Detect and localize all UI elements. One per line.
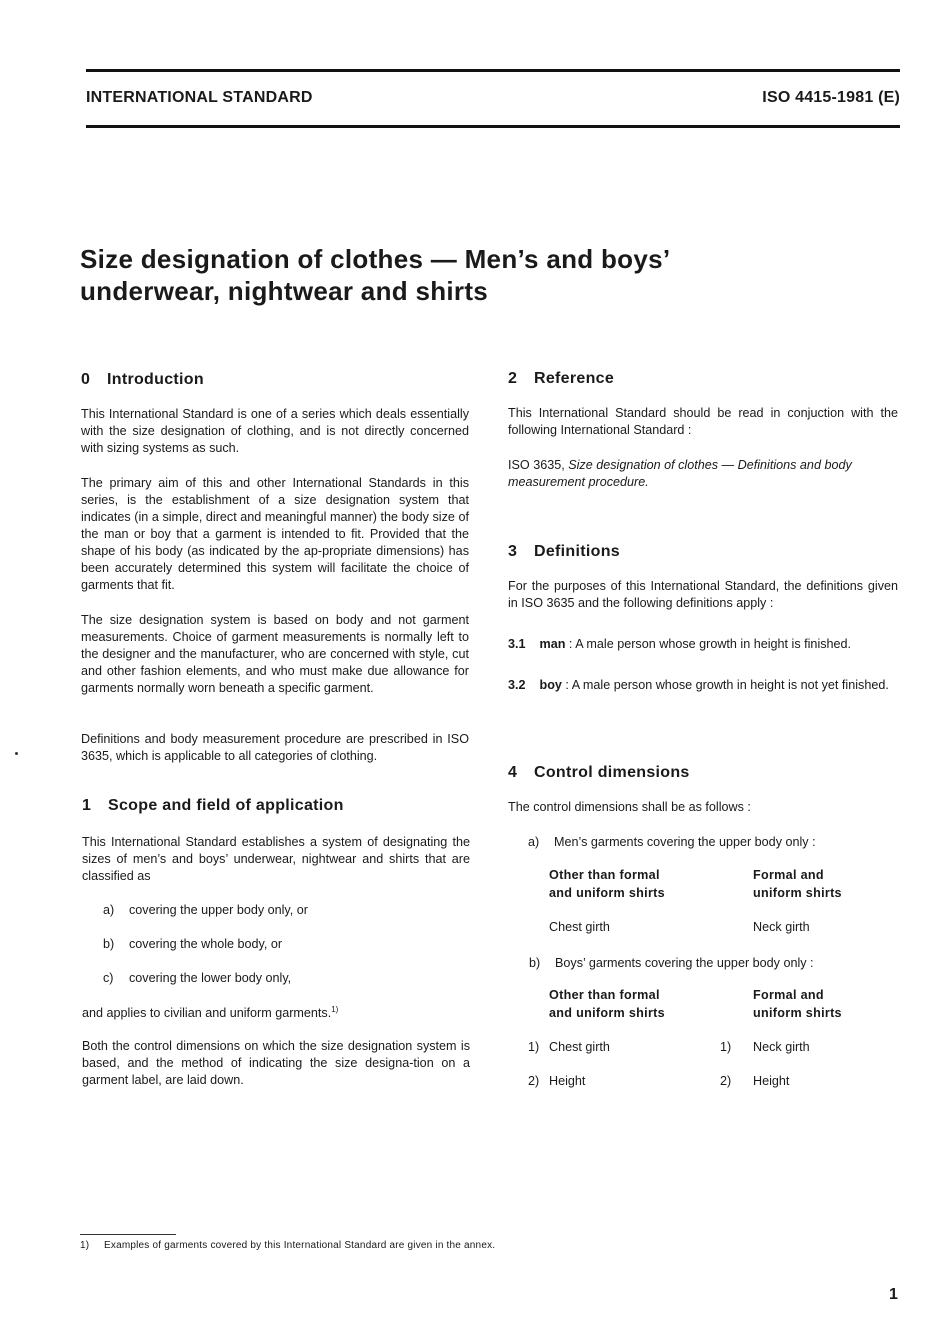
reference-code: ISO 3635, xyxy=(508,458,565,472)
scope-item-a-marker: a) xyxy=(103,903,115,917)
control-item-a-marker: a) xyxy=(528,835,540,849)
title-line-1: Size designation of clothes — Men’s and boys’ xyxy=(80,244,671,274)
control-item-a-text: Men’s garments covering the upper body only : xyxy=(554,835,816,849)
table-row-value: Neck girth xyxy=(753,1040,810,1054)
control-item-b-marker: b) xyxy=(529,956,541,970)
section-0-number: 0 xyxy=(81,371,91,388)
control-item-b xyxy=(529,955,814,972)
definition-3-2 xyxy=(508,677,898,694)
section-3-heading xyxy=(508,543,620,561)
table-row-marker: 1) xyxy=(528,1040,540,1054)
scope-item-a xyxy=(103,902,308,919)
section-1-heading xyxy=(82,797,344,815)
table-a-col2-header xyxy=(753,867,842,902)
footnote-marker: 1) xyxy=(80,1240,90,1251)
scope-item-b-text: covering the whole body, or xyxy=(129,937,283,951)
section-0-title: Introduction xyxy=(107,371,204,388)
table-row-value: Height xyxy=(549,1074,586,1088)
table-b-col1-header-line2: and uniform shirts xyxy=(549,1005,665,1020)
table-b-col2-header-line2: uniform shirts xyxy=(753,1005,842,1020)
definition-3-1 xyxy=(508,636,898,653)
footnote xyxy=(80,1240,495,1251)
header-bottom-rule xyxy=(86,125,900,128)
section-2-number: 2 xyxy=(508,370,518,387)
table-b-col2-header-line1: Formal and xyxy=(753,988,824,1002)
header-top-rule xyxy=(86,69,900,72)
scope-item-c xyxy=(103,970,291,987)
table-b-col1-header-line1: Other than formal xyxy=(549,988,660,1002)
definition-3-1-text: : A male person whose growth in height is finished. xyxy=(568,637,852,651)
definitions-paragraph: For the purposes of this International Standard, the definitions given in ISO 3635 and the following definitions apply : xyxy=(508,579,898,610)
section-4-heading xyxy=(508,764,690,782)
header-document-id: ISO 4415-1981 (E) xyxy=(762,89,900,106)
table-row-value: Height xyxy=(753,1074,790,1088)
definition-3-1-number: 3.1 xyxy=(508,637,526,651)
section-0-heading xyxy=(81,371,204,389)
intro-paragraph-3: The size designation system is based on body and not garment measurements. Choice of garment measurements is normally left to the designer and the manufacturer, who are concerned with style, cut and other fashion elements, and who must make due allowance for garments normally worn beneath a specific garment. xyxy=(81,613,469,695)
section-1-number: 1 xyxy=(82,797,92,814)
title-line-2: underwear, nightwear and shirts xyxy=(80,276,489,306)
intro-paragraph-1: This International Standard is one of a series which deals essentially with the size designation of clothing, and is not directly concerned with sizing systems as such. xyxy=(81,407,469,455)
scope-paragraph-2-text: and applies to civilian and uniform garments. xyxy=(82,1006,332,1020)
section-4-number: 4 xyxy=(508,764,518,781)
table-row-value: Chest girth xyxy=(549,1040,610,1054)
table-a-col2-header-line1: Formal and xyxy=(753,868,824,882)
table-a-col2-value: Neck girth xyxy=(753,920,810,934)
section-3-title: Definitions xyxy=(534,543,620,560)
control-dimensions-intro: The control dimensions shall be as follows : xyxy=(508,800,751,814)
footnote-text: Examples of garments covered by this International Standard are given in the annex. xyxy=(104,1240,496,1251)
table-row-marker: 2) xyxy=(720,1074,732,1088)
reference-paragraph: This International Standard should be read in conjuction with the following International Standard : xyxy=(508,406,898,437)
table-row-marker: 1) xyxy=(720,1040,732,1054)
scope-item-a-text: covering the upper body only, or xyxy=(129,903,308,917)
section-1-title: Scope and field of application xyxy=(108,797,344,814)
table-b-col2-header xyxy=(753,987,842,1022)
control-item-b-text: Boys’ garments covering the upper body only : xyxy=(555,956,814,970)
scope-item-b-marker: b) xyxy=(103,937,115,951)
table-row-marker: 2) xyxy=(528,1074,540,1088)
document-title xyxy=(80,243,800,307)
scope-item-c-text: covering the lower body only, xyxy=(129,971,292,985)
definition-3-2-text: : A male person whose growth in height is not yet finished. xyxy=(565,678,889,692)
definition-3-1-term: man xyxy=(539,637,566,651)
table-b-col1-header xyxy=(549,987,665,1022)
section-4-title: Control dimensions xyxy=(534,764,690,781)
section-2-heading xyxy=(508,370,614,388)
section-2-title: Reference xyxy=(534,370,615,387)
table-a-col1-header xyxy=(549,867,665,902)
control-item-a xyxy=(528,834,816,851)
table-a-col2-header-line2: uniform shirts xyxy=(753,885,842,900)
scan-speck xyxy=(15,752,18,755)
footnote-rule xyxy=(80,1234,176,1235)
scope-paragraph-1: This International Standard establishes a system of designating the sizes of men’s and boys’ underwear, nightwear and shirts that are classified as xyxy=(82,835,470,883)
intro-paragraph-2: The primary aim of this and other International Standards in this series, is the establishment of a size designation system that indicates (in a simple, direct and meaningful manner) the body size of the man or boy that a garment is intended to fit. Provided that the shape of his body (as indicated by the ap-propriate dimensions) has been accurately determined this system will facilitate the choice of garments that fit. xyxy=(81,476,469,592)
intro-paragraph-4: Definitions and body measurement procedure are prescribed in ISO 3635, which is applicable to all categories of clothing. xyxy=(81,732,469,763)
footnote-reference: 1) xyxy=(331,1004,339,1014)
table-a-col1-header-line2: and uniform shirts xyxy=(549,885,665,900)
scope-paragraph-2 xyxy=(82,1005,338,1022)
section-3-number: 3 xyxy=(508,543,518,560)
table-a-col1-header-line1: Other than formal xyxy=(549,868,660,882)
reference-citation xyxy=(508,457,898,491)
scope-paragraph-3: Both the control dimensions on which the size designation system is based, and the method of indicating the size designa-tion on a garment label, are laid down. xyxy=(82,1039,470,1087)
header-standard-label: INTERNATIONAL STANDARD xyxy=(86,89,313,106)
scope-item-c-marker: c) xyxy=(103,971,114,985)
page-number: 1 xyxy=(889,1286,898,1303)
table-a-col1-value: Chest girth xyxy=(549,920,610,934)
definition-3-2-number: 3.2 xyxy=(508,678,526,692)
definition-3-2-term: boy xyxy=(539,678,562,692)
reference-title: Size designation of clothes — Definitions and body measurement procedure. xyxy=(508,458,852,489)
scope-item-b xyxy=(103,936,282,953)
